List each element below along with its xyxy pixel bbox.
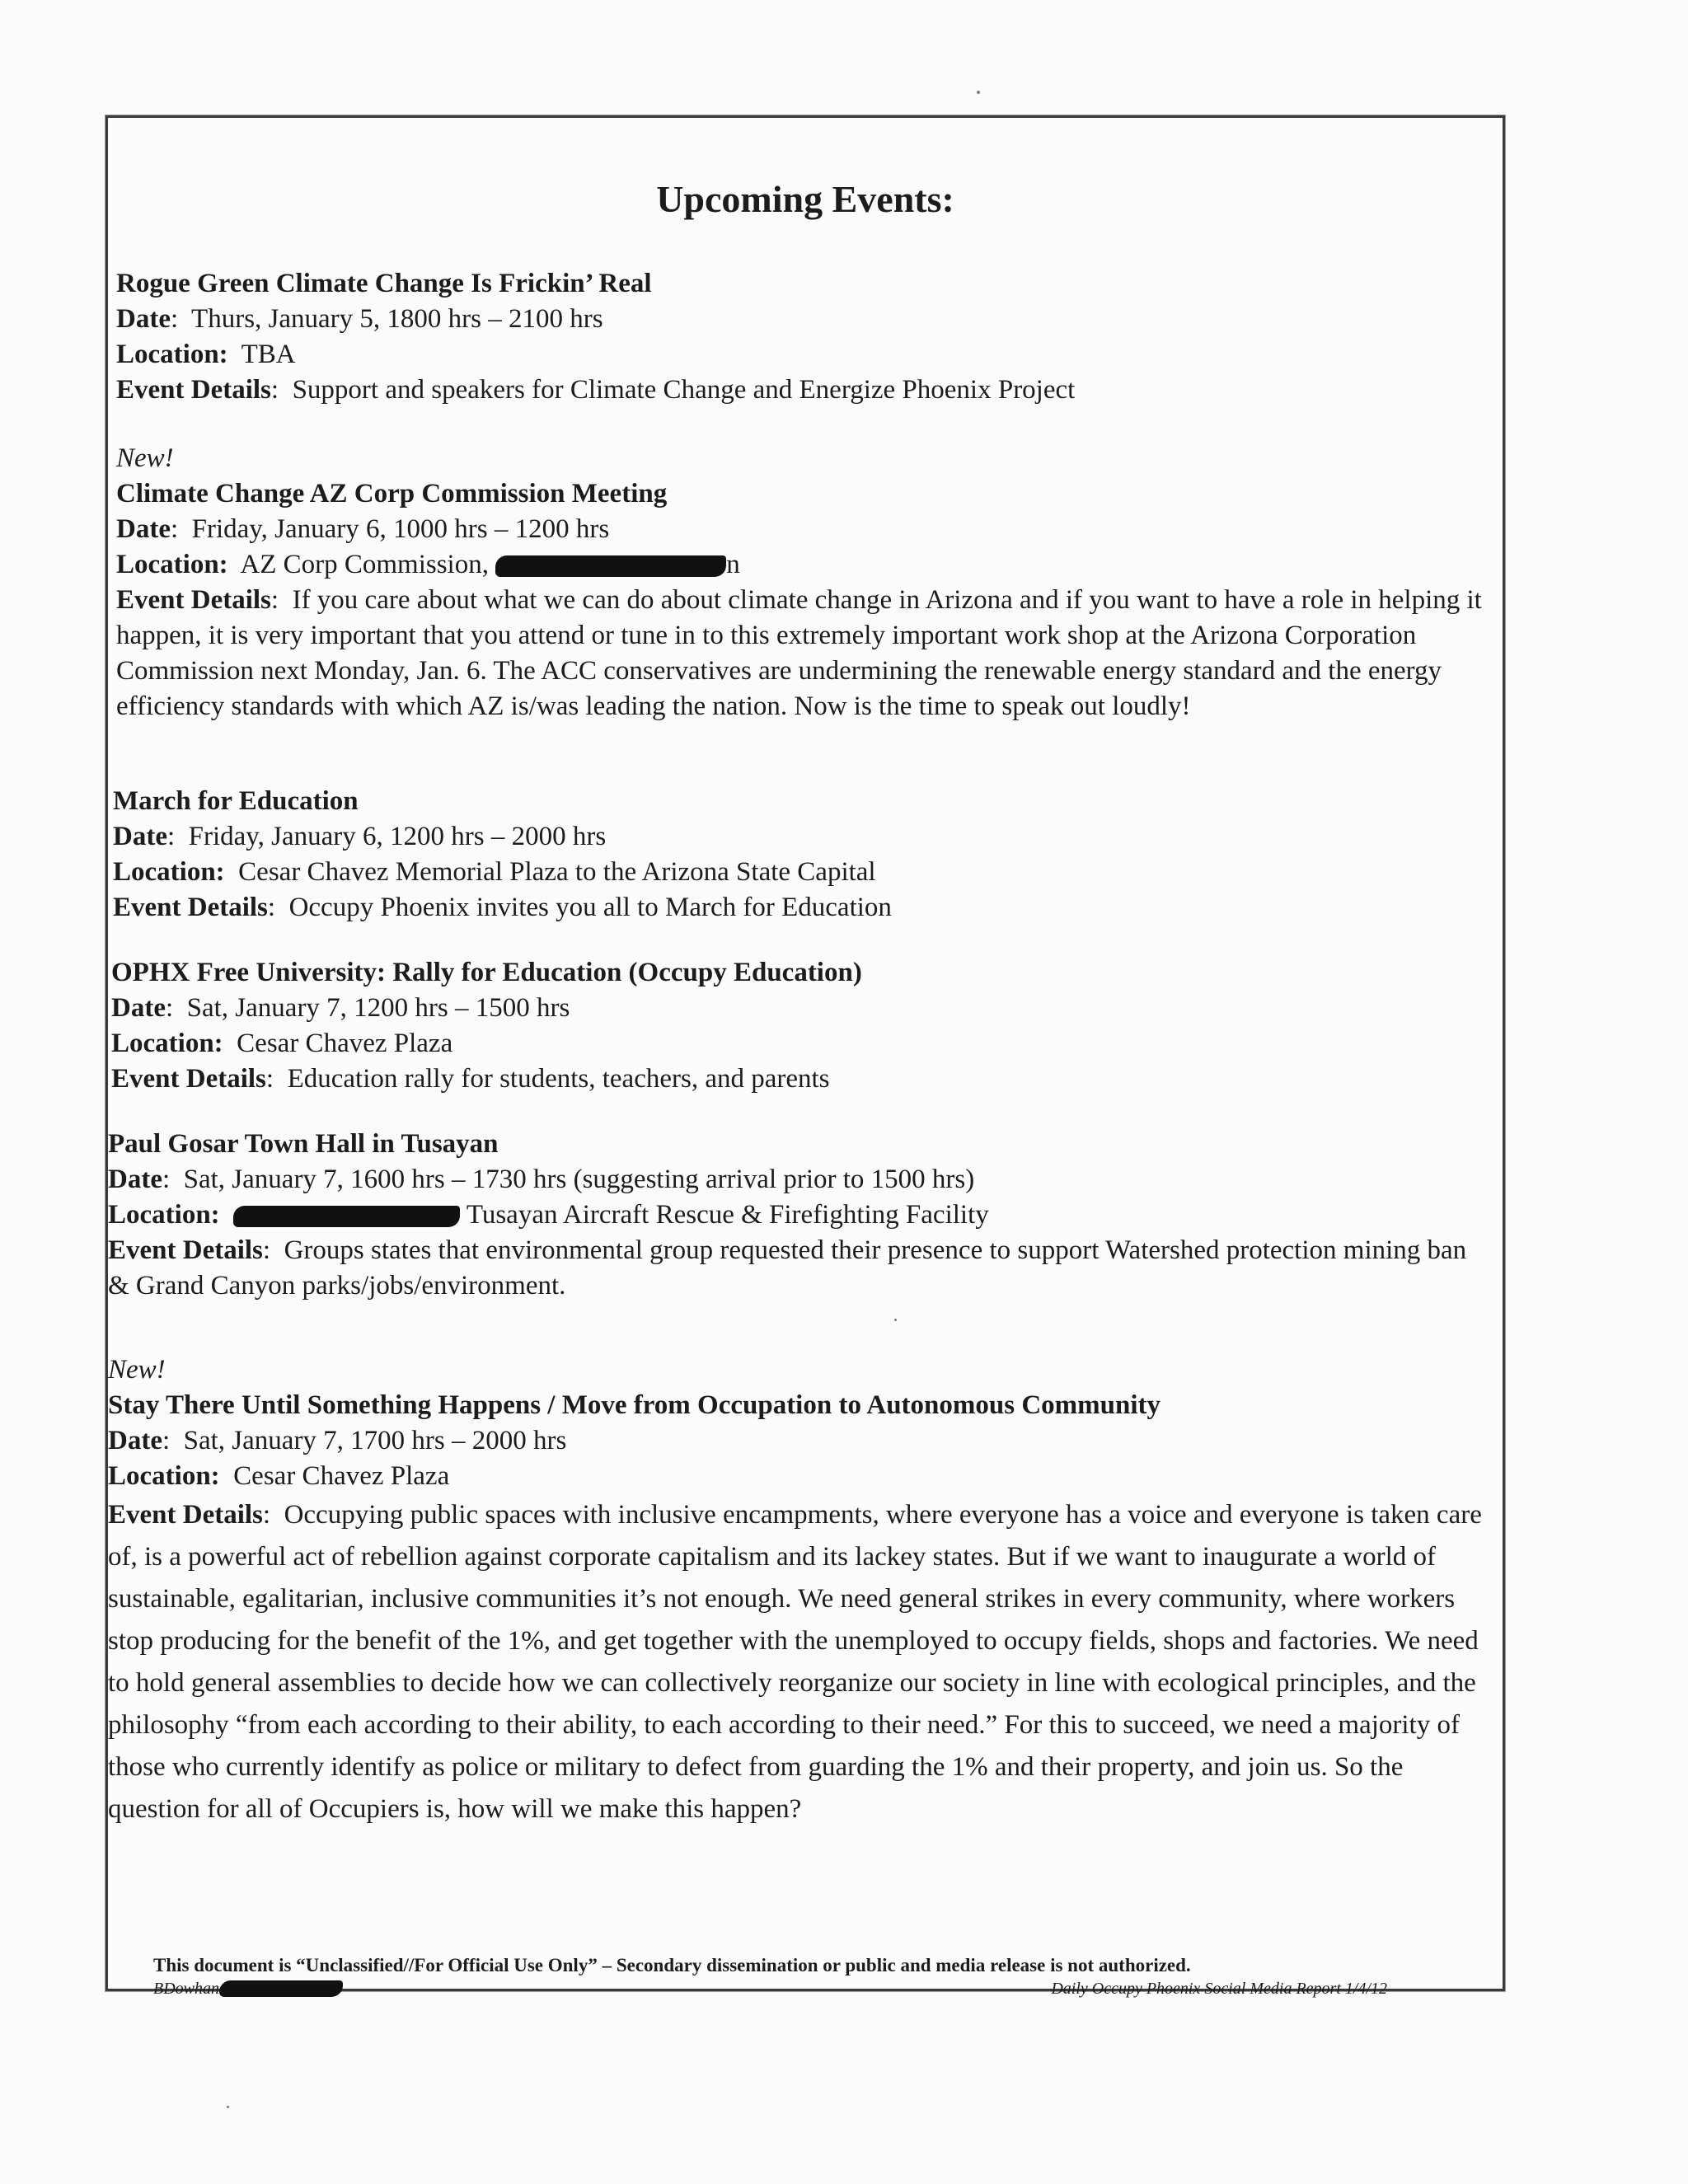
event-location: Location: Tusayan Aircraft Rescue & Firefighting Facility bbox=[108, 1200, 989, 1230]
footer-meta bbox=[153, 1977, 1470, 2000]
new-tag: New! bbox=[108, 1355, 166, 1385]
document-footer bbox=[153, 1954, 1470, 2000]
event-rogue-green bbox=[116, 266, 1484, 408]
event-title: OPHX Free University: Rally for Education (Occupy Education) bbox=[111, 958, 862, 987]
event-details: Event Details: Support and speakers for Climate Change and Energize Phoenix Project bbox=[116, 375, 1076, 405]
event-title: Rogue Green Climate Change Is Frickin’ Real bbox=[116, 269, 652, 298]
scan-speck bbox=[227, 2106, 229, 2108]
document-frame bbox=[106, 115, 1505, 1998]
event-paul-gosar-town-hall bbox=[108, 1127, 1493, 1304]
event-title: Paul Gosar Town Hall in Tusayan bbox=[108, 1129, 499, 1159]
event-title: March for Education bbox=[113, 786, 359, 816]
event-title: Stay There Until Something Happens / Move from Occupation to Autonomous Community bbox=[108, 1390, 1161, 1420]
event-date: Date: Friday, January 6, 1200 hrs – 2000 hrs bbox=[113, 822, 607, 851]
classification-notice: This document is “Unclassified//For Official Use Only” – Secondary dissemination or public and media release is not authorized. bbox=[153, 1955, 1191, 1975]
event-location: Location: Cesar Chavez Plaza bbox=[108, 1461, 450, 1491]
new-tag: New! bbox=[116, 443, 174, 473]
redaction-mark bbox=[219, 1980, 343, 1997]
event-details: Event Details: Groups states that environmental group requested their presence to support Watershed protection mining ban & Grand Canyon parks/jobs/environment. bbox=[108, 1235, 1467, 1301]
redaction-mark bbox=[495, 555, 726, 577]
scan-speck bbox=[977, 91, 980, 94]
event-date: Date: Friday, January 6, 1000 hrs – 1200 hrs bbox=[116, 514, 610, 544]
event-ophx-free-university bbox=[111, 955, 1479, 1097]
event-details: Event Details: Occupying public spaces with inclusive encampments, where everyone has a voice and everyone is taken care of, is a powerful act of rebellion against corporate capitalism and its lackey states. But if we want to inaugurate a world of sustainable, egalitarian, inclusive communities it’s not enough. We need general strikes in every community, where workers stop producing for the benefit of the 1%, and get together with the unemployed to occupy fields, shops and factories. We need to hold general assemblies to decide how we can collectively reorganize our society in line with ecological principles, and the philosophy “from each according to their ability, to each according to their need.” For this to succeed, we need a majority of those who currently identify as police or military to defect from guarding the 1% and their property, and join us. So the question for all of Occupiers is, how will we make this happen? bbox=[108, 1500, 1482, 1824]
event-location: Location: TBA bbox=[116, 340, 296, 369]
event-date: Date: Sat, January 7, 1200 hrs – 1500 hrs bbox=[111, 993, 570, 1023]
event-location: Location: Cesar Chavez Memorial Plaza to the Arizona State Capital bbox=[113, 857, 876, 887]
event-date: Date: Sat, January 7, 1700 hrs – 2000 hrs bbox=[108, 1426, 567, 1455]
event-details: Event Details: Education rally for students, teachers, and parents bbox=[111, 1064, 830, 1094]
event-date: Date: Thurs, January 5, 1800 hrs – 2100 hrs bbox=[116, 304, 603, 334]
page-title: Upcoming Events: bbox=[656, 178, 954, 220]
event-date: Date: Sat, January 7, 1600 hrs – 1730 hrs (suggesting arrival prior to 1500 hrs) bbox=[108, 1165, 975, 1194]
event-title: Climate Change AZ Corp Commission Meeting bbox=[116, 479, 668, 509]
event-location: Location: AZ Corp Commission, n bbox=[116, 550, 740, 579]
event-march-for-education bbox=[113, 784, 1481, 926]
event-details: Event Details: If you care about what we can do about climate change in Arizona and if you want to have a role in helping it happen, it is very important that you attend or tune in to this extremely important work shop at the Arizona Corporation Commission next Monday, Jan. 6. The ACC conservatives are undermining the renewable energy standard and the energy efficiency standards with which AZ is/was leading the nation. Now is the time to speak out loudly! bbox=[116, 585, 1482, 721]
redaction-mark bbox=[233, 1206, 460, 1227]
event-location: Location: Cesar Chavez Plaza bbox=[111, 1029, 453, 1058]
report-name: Daily Occupy Phoenix Social Media Report 1/4/12 bbox=[1051, 1980, 1387, 1998]
event-stay-there bbox=[108, 1352, 1484, 1830]
author-line: BDowhan bbox=[153, 1977, 343, 2000]
scan-speck bbox=[894, 1319, 897, 1321]
event-az-corp-commission bbox=[116, 441, 1493, 724]
event-details: Event Details: Occupy Phoenix invites you all to March for Education bbox=[113, 893, 892, 922]
